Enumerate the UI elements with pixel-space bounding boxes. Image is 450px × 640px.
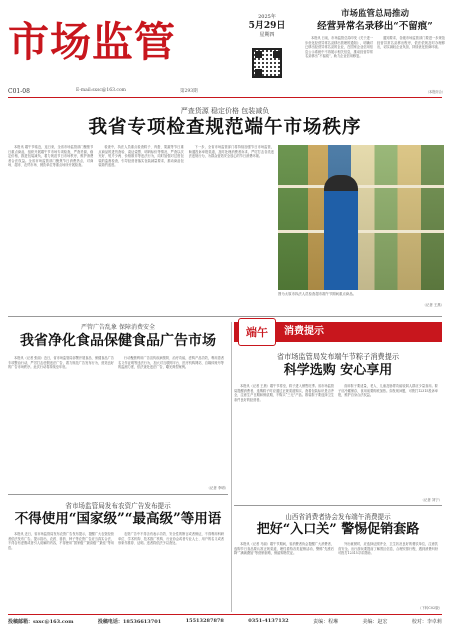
lead-body: [8, 145, 274, 311]
bottom-right-kicker: 山西省消费者协会发布端午消费提示: [285, 513, 391, 521]
lead-byline: （记者 王燕）: [422, 303, 444, 307]
top-right-credit: （本报综合）: [425, 90, 445, 94]
top-right-story: [305, 7, 445, 94]
column-divider: [231, 322, 232, 612]
photo-shelf: [278, 230, 444, 233]
footer-phone-2: 15513287878: [185, 618, 224, 624]
lead-col1: 本报讯 端午节临近，连日来，全省市场监管部门聚焦节日重点商品，组织开展端午节市场专项检查，严查货源，稳定价格，推进包装减负，着力规范节日市场秩序，维护消费者合法权益。全省市场监管部门聚焦节日消费热点，对商场、超市、农贸市场、餐饮单位等重点场所开展检查。: [8, 145, 94, 168]
top-right-col2: 通知要求，各级市场监管部门要进一步规范经营异常名录移出程序，依法依规及时办理移出，切实减轻企业负担，持续优化营商环境。: [377, 36, 445, 50]
section-divider: [8, 494, 228, 495]
zongzi-body: [234, 384, 442, 496]
banner-label: 消费提示: [284, 326, 324, 337]
ad-story-kicker: 严管广告乱象 保障消费安全: [81, 324, 155, 331]
qr-code-icon: [252, 48, 282, 78]
date-box: [241, 14, 293, 39]
masthead-rule: [8, 97, 442, 98]
top-right-kicker: 市场监管总局推动: [340, 9, 409, 19]
edition-number: C01-08: [8, 88, 30, 95]
bottom-right-continued: （下转C02版）: [418, 606, 442, 610]
ad-story-headline: 我省净化食品保健食品广告市场: [20, 333, 216, 349]
top-right-col1: 本报讯 日前，市场监管总局印发《关于进一步优化经营异常名录移出管理的通知》，明确对已移出经营异常名录的企业，在国家企业信用信息公示系统中不再展示相关信息，推动经营异常名录移出“不留痕”，助力企业信用修复。: [305, 36, 373, 59]
lead-headline: 我省专项检查规范端午市场秩序: [88, 117, 362, 138]
zongzi-col1: 本报讯（记者 王晨）端午节将至，粽子进入销售旺季。省市场监管局提醒消费者，选购粽子时应通过正规渠道购买，查看包装标识是否齐全，注意生产日期和保质期，不购买“三无”产品。散装粽子要选择卫生条件良好的经营者。: [234, 384, 334, 402]
bottom-right-headline: 把好“入口关” 警惕促销套路: [256, 522, 420, 537]
footer-phone-3: 0351-4137132: [248, 618, 289, 624]
ad-story-col2: 行动聚焦利用广告宣传疾病预防、治疗功能，虚构产品功效，利用患者名义作证明等违法行为，加大对互联网平台、医疗机构网站、自媒体账号等的监测力度，依法查处违法广告，曝光典型案例。: [118, 356, 224, 370]
zongzi-col2: 食用粽子要适量，老人、儿童及肠胃功能较弱人群应少量食用。粽子应冷藏保存，食用前要彻底加热。如发现问题，可拨打12315投诉举报，维护自身合法权益。: [338, 384, 438, 398]
footer: [8, 618, 442, 625]
photo-shelf: [278, 185, 444, 188]
newspaper-logo: 市场监管: [8, 18, 176, 66]
lead-col2: 检查中，执法人员重点检查粽子、肉蛋、果蔬等节日重点商品的进货查验、索证索票、明码标价等情况，严查以次充好、短斤少两、价格欺诈等违法行为，同时加强对过度包装的监督检查，引导经营者落实包装减量要求，推动商品包装简约适度。: [98, 145, 184, 168]
footer-editor: 责编：程琳: [313, 619, 339, 625]
bottom-left-headline: 不得使用“国家级”“最高级”等用语: [14, 511, 222, 527]
issue-number: 第293期: [180, 89, 198, 94]
date-week: 星期四: [259, 32, 275, 38]
masthead-email: E-mail:sxsc@163.com: [76, 88, 126, 93]
bottom-right-body: [234, 542, 442, 604]
zongzi-headline: 科学选购 安心享用: [283, 363, 393, 378]
footer-rule: [8, 614, 442, 615]
lead-photo: [278, 145, 444, 290]
bottom-left-col1: 本报讯 近日，省市场监管局发布农资广告发布提示，提醒广大农资经营者依法发布广告。提示指出，农药、兽药、种子等农资广告应当真实合法，不得含有虚假或者引人误解的内容，不得使用“国家级”“最高级”“最佳”等用语。: [8, 532, 114, 550]
zongzi-byline: （记者 刘宁）: [420, 498, 442, 502]
bottom-left-body: [8, 532, 228, 608]
zongzi-kicker: 省市场监管局发布端午节粽子消费提示: [276, 352, 400, 361]
top-right-title: 经营异常名录移出“不留痕”: [317, 21, 433, 32]
footer-email: 投稿邮箱：sxsc@163.com: [8, 619, 74, 625]
bottom-right-col2: 外出就餐时，应选择证照齐全、卫生状况良好的餐饮单位，注意饮食安全。出行游玩要提前了解景区信息，合理安排行程，遇到消费纠纷可拨打12315寻求帮助。: [338, 542, 438, 556]
dragon-boat-festival-logo: 端午: [238, 318, 276, 346]
consumer-tips-banner: [234, 322, 442, 342]
section-divider: [234, 505, 442, 506]
bottom-left-col2: 农资广告中不得含有表示功效、安全性的断言或者保证，不得利用科研单位、学术机构、技术推广机构、行业协会或者专业人士、用户的名义或者形象作推荐、证明。违者将依法予以查处。: [118, 532, 224, 546]
footer-proofreader: 校对：李卓莉: [411, 619, 442, 625]
date-year: 2025年: [258, 14, 276, 20]
ad-story-byline: （记者 李明）: [206, 486, 228, 490]
ad-story-body: [8, 356, 228, 484]
bottom-left-kicker: 省市场监管局发布农资广告发布提示: [65, 502, 171, 510]
lead-kicker: 严查货源 稳定价格 包装减负: [180, 107, 270, 115]
footer-phone: 投稿电话：18536613701: [97, 619, 162, 625]
top-right-columns: [305, 36, 445, 88]
photo-inspector-figure: [324, 175, 358, 290]
ad-story-col1: 本报讯（记者 张丽）近日，省市场监管局部署开展食品、保健食品广告专项整治行动，严厉打击虚假违法广告，着力规范广告发布行为，营造良好的广告市场秩序。此次行动将持续至年底。: [8, 356, 114, 370]
bottom-right-col1: 本报讯（记者 马丽）端午节期间，省消费者协会提醒广大消费者，选购节日食品要认准正规渠道，理性看待各类促销活动，警惕“先涨后降”“满减叠加”等营销套路，保留购物凭证。: [234, 542, 334, 556]
date-day: 5月29日: [248, 21, 286, 31]
footer-designer: 美编：赵宏: [362, 619, 388, 625]
lead-photo-caption: 图为太原市执法人员检查超市端午节期间重点商品。: [278, 292, 356, 296]
lead-col3: 下一步，全省市场监管部门将持续加强节日市场监管，畅通投诉举报渠道，及时处理消费者诉求，严厉打击各类违法违规行为，为群众营造安全放心的节日消费环境。: [188, 145, 274, 159]
section-divider: [8, 316, 442, 317]
